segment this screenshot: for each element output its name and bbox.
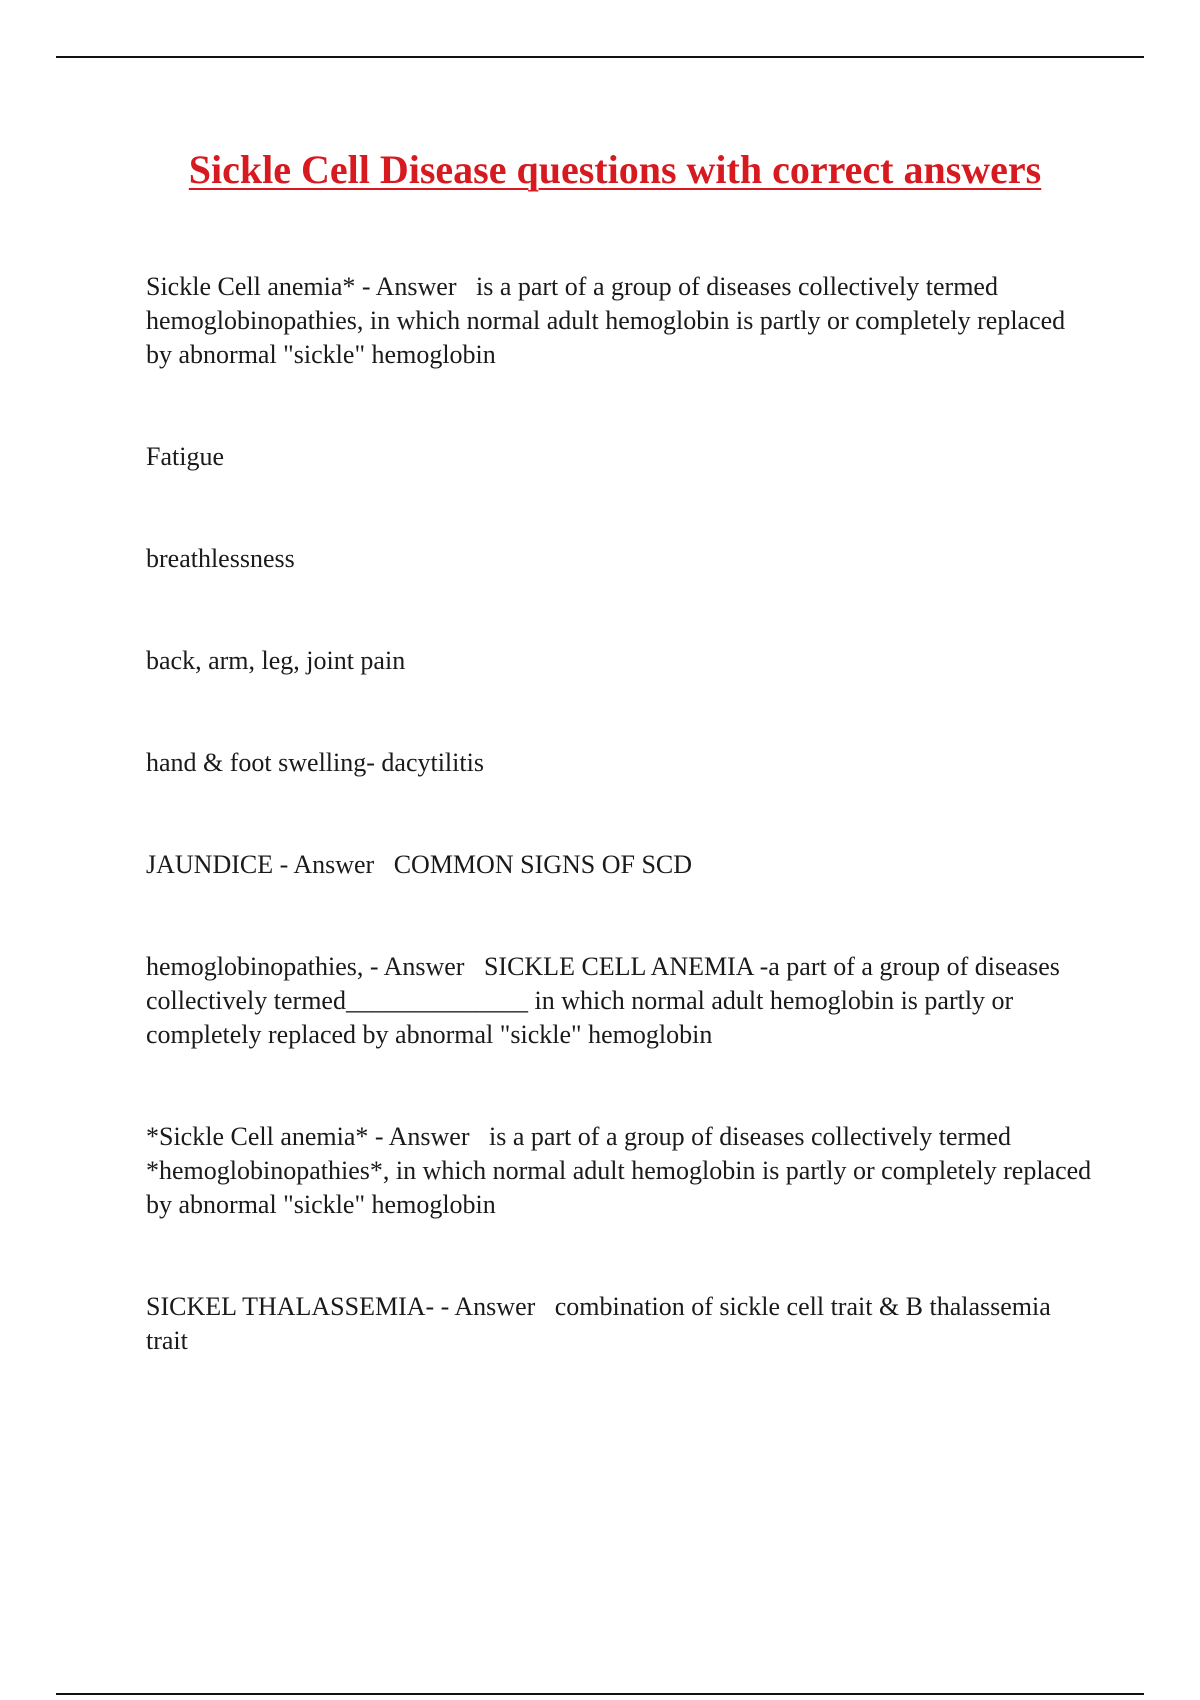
document-body: [146, 270, 1098, 1426]
page-top-rule: [56, 56, 1144, 58]
entry-sickel-thalassemia: SICKEL THALASSEMIA- - Answer combination of sickle cell trait & B thalassemia trait: [146, 1292, 1058, 1355]
page-bottom-rule: [56, 1693, 1144, 1695]
entry-jaundice: JAUNDICE - Answer COMMON SIGNS OF SCD: [146, 850, 693, 879]
document-title: Sickle Cell Disease questions with correct answers: [188, 147, 1042, 192]
entry-sickle-cell-anemia-starred: *Sickle Cell anemia* - Answer is a part of a group of diseases collectively termed *hemoglobinopathies*, in which normal adult hemoglobin is partly or completely replaced by abnormal "sickle" hemoglobin: [146, 1122, 1098, 1219]
entry-fatigue: Fatigue: [146, 442, 224, 471]
entry-sickle-cell-anemia: Sickle Cell anemia* - Answer is a part of a group of diseases collectively termed hemoglobinopathies, in which normal adult hemoglobin is partly or completely replaced by abnormal "sickle" hemoglobin: [146, 272, 1072, 369]
entry-breathlessness: breathlessness: [146, 544, 295, 573]
entry-hemoglobinopathies: hemoglobinopathies, - Answer SICKLE CELL ANEMIA -a part of a group of diseases collectively termed______________ in which normal adult hemoglobin is partly or completely replaced by abnormal "sickle" hemoglobin: [146, 952, 1067, 1049]
entry-hand-foot-swelling: hand & foot swelling- dacytilitis: [146, 748, 484, 777]
entry-joint-pain: back, arm, leg, joint pain: [146, 646, 406, 675]
